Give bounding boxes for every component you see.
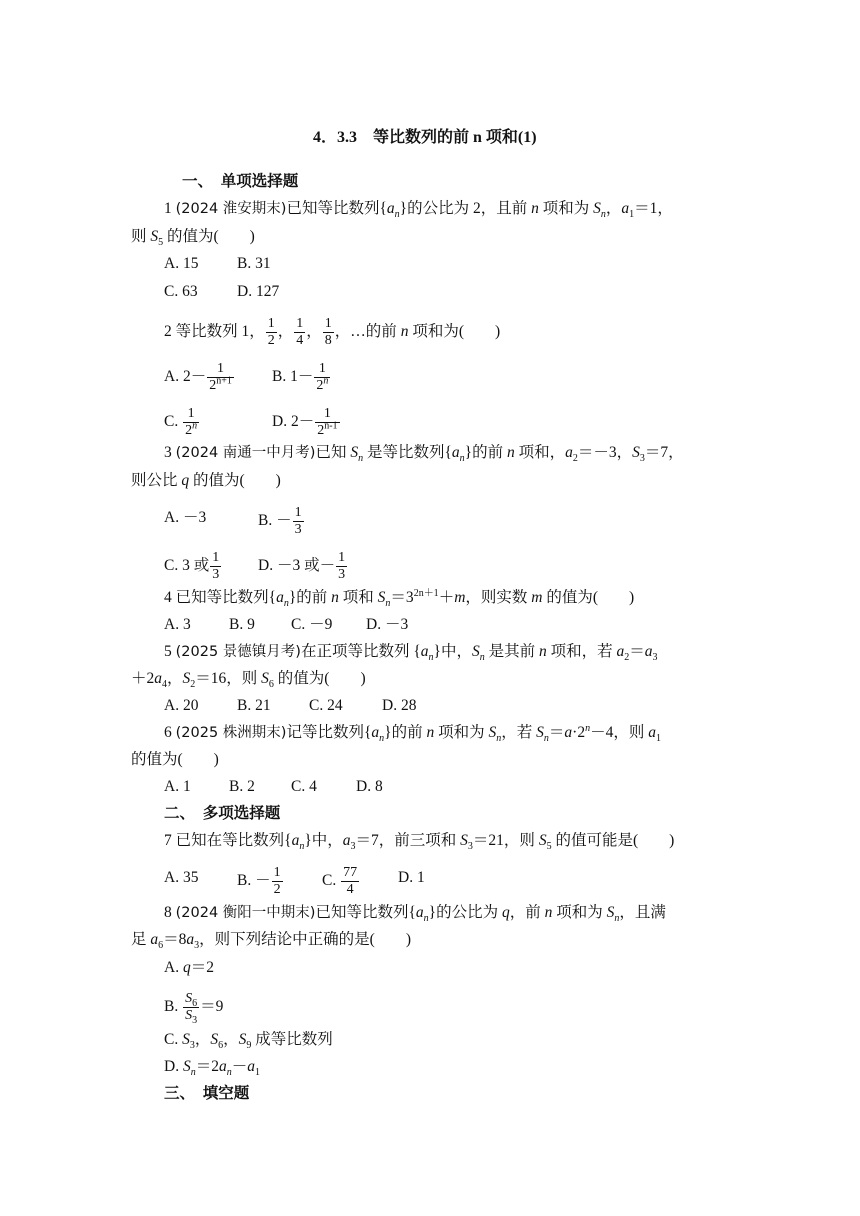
option-8a: A. q＝2 bbox=[164, 959, 214, 976]
option-5a: A. 20 bbox=[164, 697, 199, 714]
option-2b: B. 1－ $\frac{1}{2^n}$ bbox=[272, 361, 329, 393]
option-6a: A. 1 bbox=[164, 778, 191, 795]
question-1-line-2: 则 $S_5$ 的值为( ) bbox=[131, 228, 255, 249]
option-6d: D. 8 bbox=[356, 778, 383, 795]
option-1d: D. 127 bbox=[237, 283, 280, 300]
option-8b: B. $\frac{S_6}{S_3}$ ＝9 bbox=[164, 991, 224, 1026]
question-1-line-1: 1 (2024 淮安期末)已知等比数列$\{a_n\}$的公比为 2，且前 n 项和为 $S_n$，$a_1=1$， bbox=[164, 200, 673, 221]
option-4d: D. －3 bbox=[366, 616, 409, 633]
section-single-choice: 一、 单项选择题 bbox=[182, 173, 299, 190]
option-8c: C. $S_3$，$S_6$，$S_9$ 成等比数列 bbox=[164, 1031, 333, 1052]
question-6-line-1: 6 (2025 株洲期末)记等比数列$\{a_n\}$的前 n 项和为 $S_n$，若 $S_n=a\cdot 2^n-4$，则 $a_1$ bbox=[164, 722, 661, 745]
section-multiple-choice: 二、 多项选择题 bbox=[164, 805, 281, 822]
option-2a: A. 2－ $\frac{1}{2^{n+1}}$ bbox=[164, 361, 232, 393]
question-2: 2 等比数列 1， $\frac{1}{2}$ ， $\frac{1}{4}$ ， $\frac{1}{8}$ ，…的前 n 项和为( ) bbox=[164, 316, 501, 348]
option-3b: B. － $\frac{1}{3}$ bbox=[258, 505, 302, 537]
question-5-line-1: 5 (2025 景德镇月考)在正项等比数列 $\{a_n\}$中，$S_n$ 是其前 n 项和，若 $a_2=a_3$ bbox=[164, 643, 658, 664]
option-3c: C. 3 或 $\frac{1}{3}$ bbox=[164, 550, 220, 582]
question-4: 4 已知等比数列$\{a_n\}$的前 n 项和 $S_n=3^{2n+1}+m$，则实数 m 的值为( ) bbox=[164, 587, 635, 610]
option-3a: A. －3 bbox=[164, 509, 207, 526]
option-7a: A. 35 bbox=[164, 869, 199, 886]
question-3-line-1: 3 (2024 南通一中月考)已知 $S_n$ 是等比数列$\{a_n\}$的前 n 项和，$a_2=-3$，$S_3=7$， bbox=[164, 444, 684, 465]
question-3-line-2: 则公比 q 的值为( ) bbox=[131, 472, 281, 489]
question-8-line-2: 足 $a_6=8a_3$，则下列结论中正确的是( ) bbox=[131, 931, 411, 952]
option-7b: B. － $\frac{1}{2}$ bbox=[237, 865, 281, 897]
option-5c: C. 24 bbox=[309, 697, 343, 714]
page-title: 4．3.3 等比数列的前 n 项和(1) bbox=[313, 129, 537, 146]
option-7d: D. 1 bbox=[398, 869, 425, 886]
option-3d: D. －3 或－ $\frac{1}{3}$ bbox=[258, 550, 346, 582]
question-5-line-2: $+2a_4$，$S_2=16$，则 $S_6$ 的值为( ) bbox=[131, 670, 366, 691]
question-6-line-2: 的值为( ) bbox=[131, 751, 219, 768]
option-2d: D. 2－ $\frac{1}{2^{n-1}}$ bbox=[272, 406, 338, 438]
option-6c: C. 4 bbox=[291, 778, 317, 795]
option-4c: C. －9 bbox=[291, 616, 333, 633]
option-1b: B. 31 bbox=[237, 255, 271, 272]
option-6b: B. 2 bbox=[229, 778, 255, 795]
option-5b: B. 21 bbox=[237, 697, 271, 714]
question-7: 7 已知在等比数列$\{a_n\}$中，$a_3=7$，前三项和 $S_3=21$，则 $S_5$ 的值可能是( ) bbox=[164, 832, 675, 853]
option-2c: C. $\frac{1}{2^n}$ bbox=[164, 406, 198, 438]
section-fill-in: 三、 填空题 bbox=[164, 1085, 250, 1102]
option-1a: A. 15 bbox=[164, 255, 199, 272]
option-4a: A. 3 bbox=[164, 616, 191, 633]
option-8d: D. $S_n=2a_n-a_1$ bbox=[164, 1058, 260, 1079]
option-5d: D. 28 bbox=[382, 697, 417, 714]
question-8-line-1: 8 (2024 衡阳一中期末)已知等比数列$\{a_n\}$的公比为 q，前 n 项和为 $S_n$，且满 bbox=[164, 904, 666, 925]
option-1c: C. 63 bbox=[164, 283, 198, 300]
option-4b: B. 9 bbox=[229, 616, 255, 633]
option-7c: C. $\frac{77}{4}$ bbox=[322, 865, 358, 897]
